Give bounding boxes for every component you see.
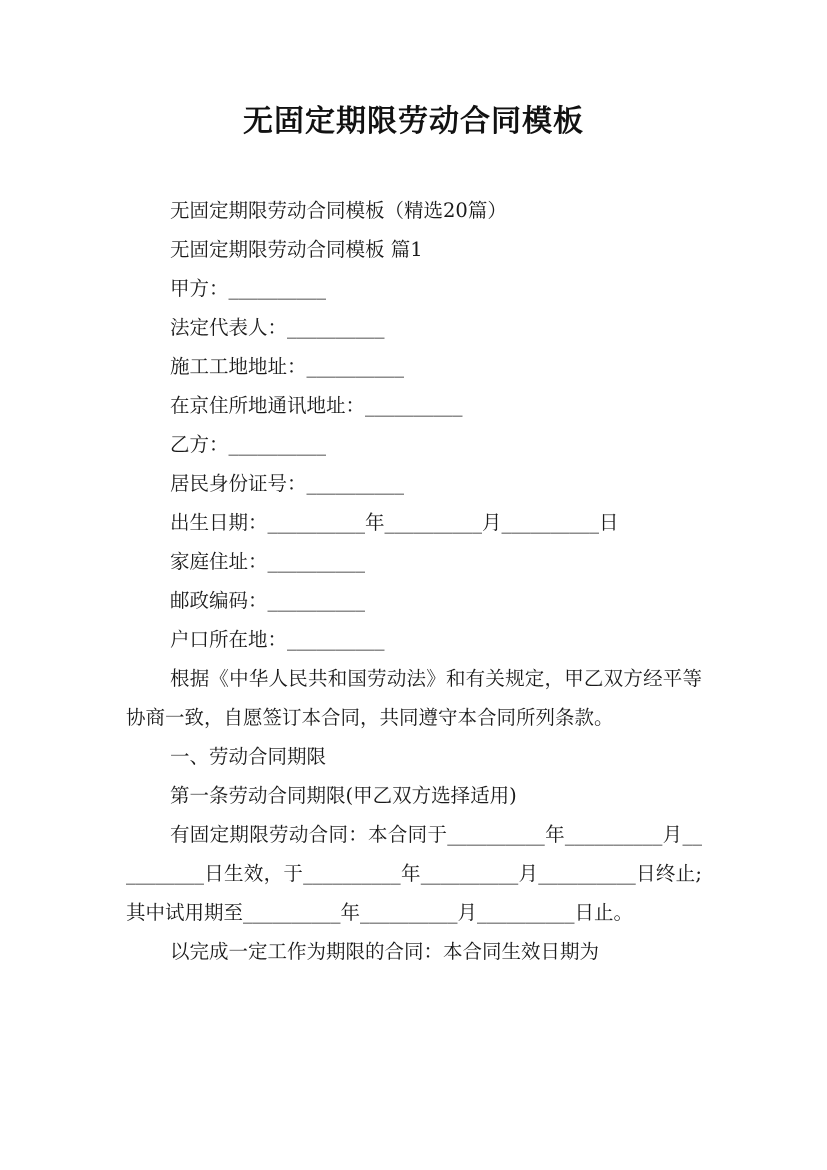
field-home-address: 家庭住址：__________: [170, 550, 366, 573]
paragraph-preamble: 根据《中华人民共和国劳动法》和有关规定，甲乙双方经平等协商一致，自愿签订本合同，共同遵守本合同所列条款。: [126, 667, 702, 729]
paragraph-fixed-term: 有固定期限劳动合同：本合同于__________年__________月__________日生效，于__________年__________月__________日终止;其中试用期至__________年__________月__________日止。: [126, 823, 702, 924]
field-birth-date: 出生日期：__________年__________月__________日: [170, 511, 619, 534]
document-title: 无固定期限劳动合同模板: [243, 104, 584, 139]
document-body: [126, 191, 702, 971]
field-site-address: 施工工地地址：__________: [170, 355, 405, 378]
paragraph-section-heading: 无固定期限劳动合同模板 篇1: [170, 238, 423, 261]
heading-contract-term: 一、劳动合同期限: [170, 745, 327, 768]
paragraph-task-term: 以完成一定工作为期限的合同：本合同生效日期为: [170, 940, 600, 963]
field-legal-representative: 法定代表人：__________: [170, 316, 385, 339]
field-id-number: 居民身份证号：__________: [170, 472, 405, 495]
field-party-a: 甲方：__________: [170, 277, 327, 300]
field-household-registration: 户口所在地：__________: [170, 628, 385, 651]
field-postal-code: 邮政编码：__________: [170, 589, 366, 612]
field-party-b: 乙方：__________: [170, 433, 327, 456]
field-beijing-address: 在京住所地通讯地址：__________: [170, 394, 463, 417]
article-one-title: 第一条劳动合同期限(甲乙双方选择适用): [170, 784, 517, 807]
paragraph-subtitle: 无固定期限劳动合同模板（精选20篇）: [170, 199, 507, 222]
